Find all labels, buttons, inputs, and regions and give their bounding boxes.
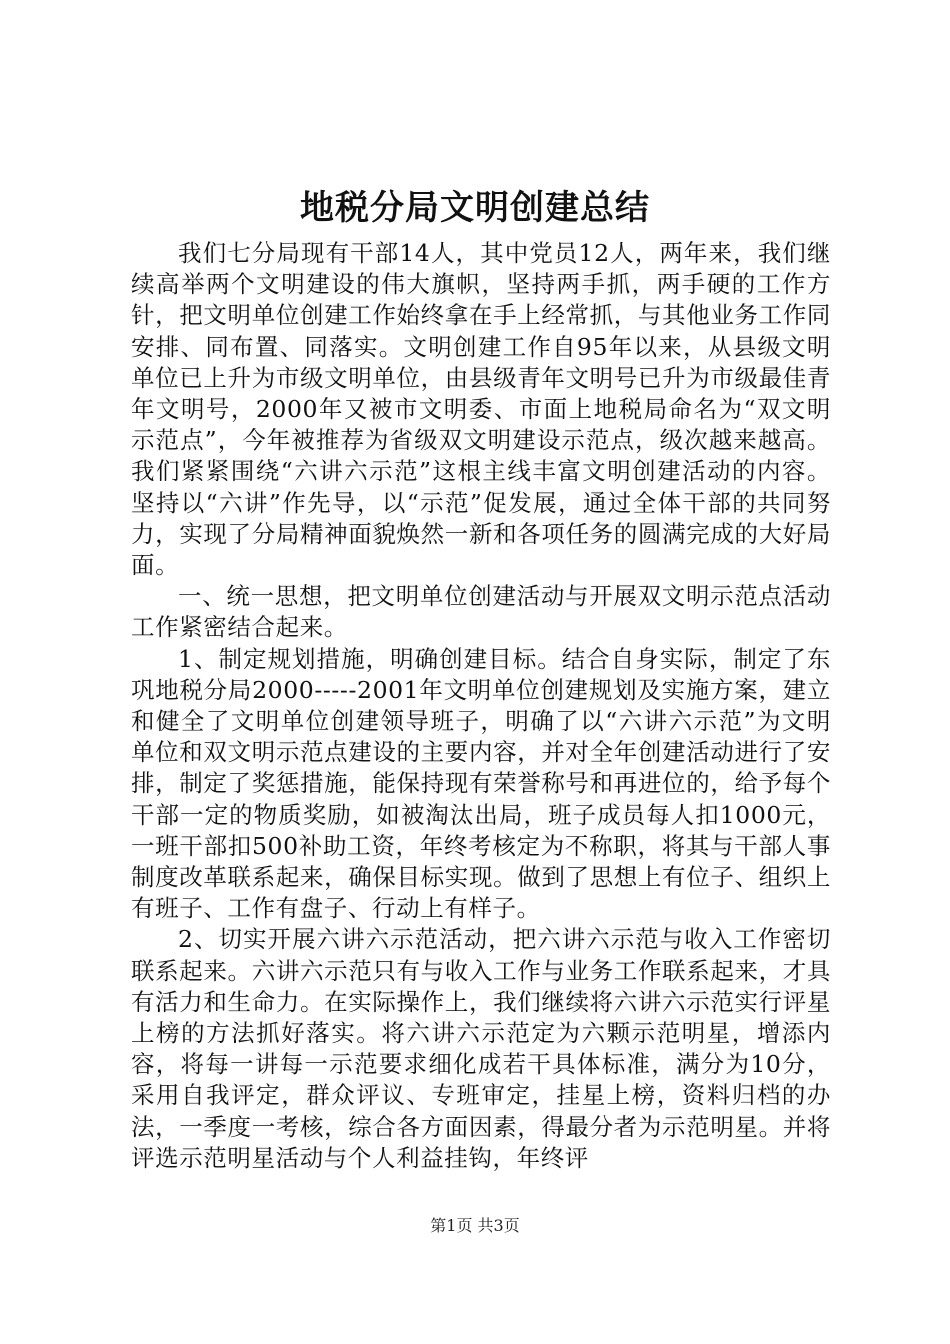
document-title: 地税分局文明创建总结 [300,188,650,228]
paragraph-intro: 我们七分局现有干部14人，其中党员12人，两年来，我们继续高举两个文明建设的伟大旗帜，坚持两手抓，两手硬的工作方针，把文明单位创建工作始终拿在手上经常抓，与其他业务工作同安排、同布置、同落实。文明创建工作自95年以来，从县级文明单位已上升为市级文明单位，由县级青年文明号已升为市级最佳青年文明号，2000年又被市文明委、市面上地税局命名为“双文明示范点”，今年被推荐为省级双文明建设示范点，级次越来越高。我们紧紧围绕“六讲六示范”这根主线丰富文明创建活动的内容。坚持以“六讲”作先导，以“示范”促发展，通过全体干部的共同努力，实现了分局精神面貌焕然一新和各项任务的圆满完成的大好局面。 [131,239,831,580]
page-footer: 第1页 共3页 [430,1216,520,1235]
paragraph-item-two: 2、切实开展六讲六示范活动，把六讲六示范与收入工作密切联系起来。六讲六示范只有与收入工作与业务工作联系起来，才具有活力和生命力。在实际操作上，我们继续将六讲六示范实行评星上榜的方法抓好落实。将六讲六示范定为六颗示范明星，增添内容，将每一讲每一示范要求细化成若干具体标准，满分为10分，采用自我评定，群众评议、专班审定，挂星上榜，资料归档的办法，一季度一考核，综合各方面因素，得最分者为示范明星。并将评选示范明星活动与个人利益挂钩，年终评 [131,925,831,1172]
paragraph-section-one: 一、统一思想，把文明单位创建活动与开展双文明示范点活动工作紧密结合起来。 [131,582,831,642]
document-body [131,238,831,1174]
paragraph-item-one: 1、制定规划措施，明确创建目标。结合自身实际，制定了东巩地税分局2000-----2001年文明单位创建规划及实施方案，建立和健全了文明单位创建领导班子，明确了以“六讲六示范”为文明单位和双文明示范点建设的主要内容，并对全年创建活动进行了安排，制定了奖惩措施，能保持现有荣誉称号和再进位的，给予每个干部一定的物质奖励，如被淘汰出局，班子成员每人扣1000元，一班干部扣500补助工资，年终考核定为不称职，将其与干部人事制度改革联系起来，确保目标实现。做到了思想上有位子、组织上有班子、工作有盘子、行动上有样子。 [131,644,831,923]
